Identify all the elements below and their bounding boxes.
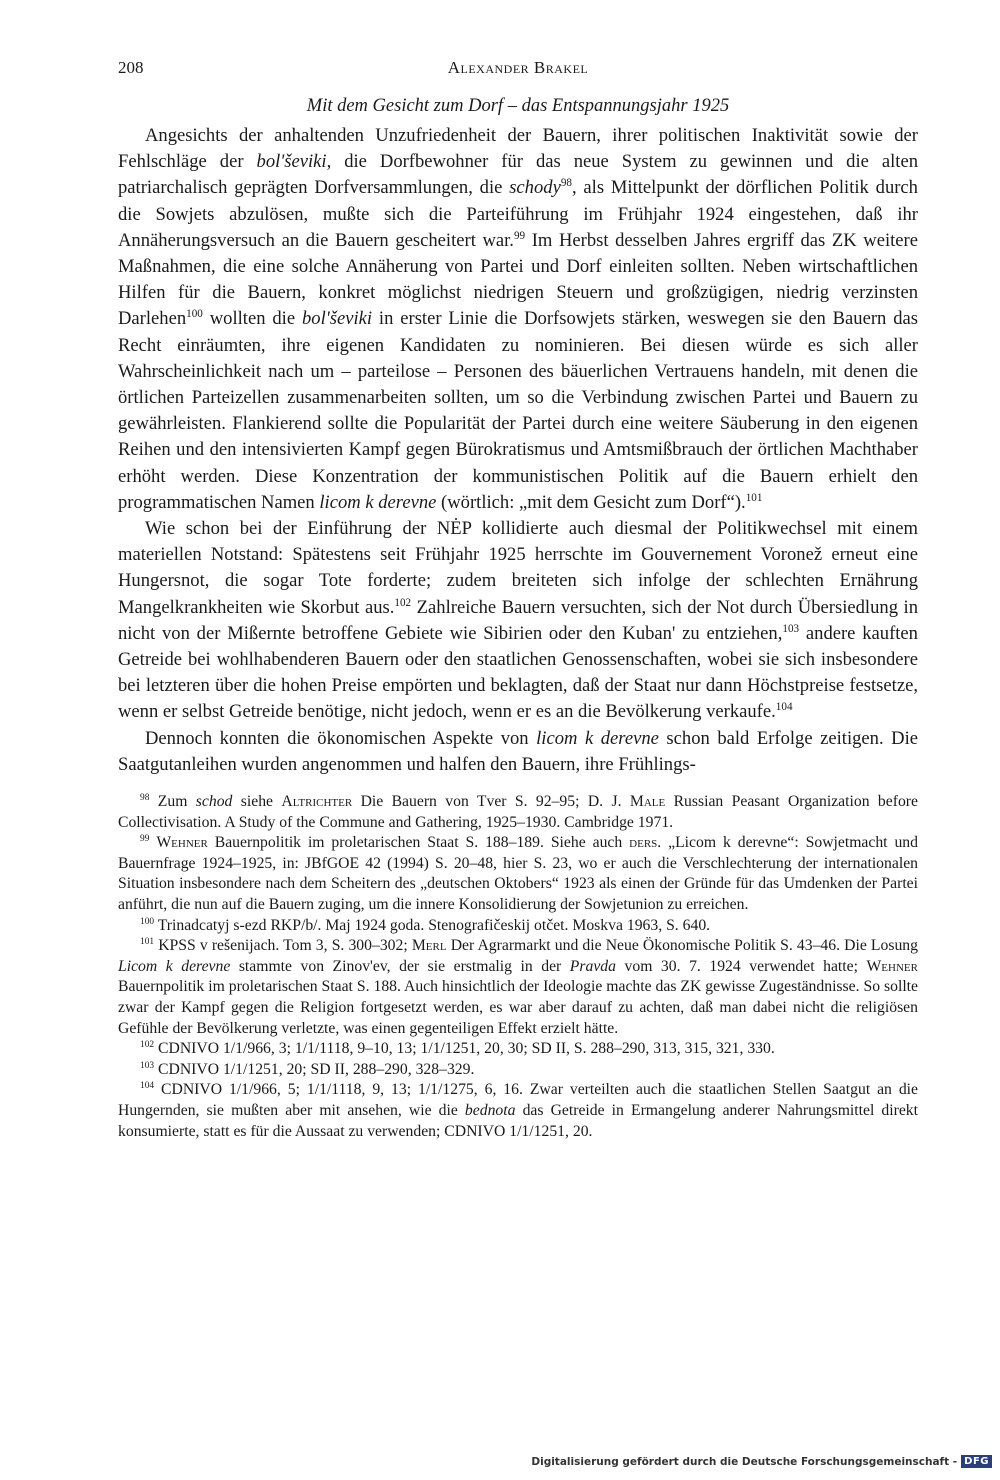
footnote-ref[interactable]: 101 bbox=[745, 491, 763, 504]
footnote-ref[interactable]: 103 bbox=[782, 622, 800, 635]
body-text bbox=[118, 123, 918, 778]
digitization-credit bbox=[531, 1455, 992, 1468]
dfg-logo: DFG bbox=[961, 1455, 992, 1468]
footnote-ref[interactable]: 100 bbox=[186, 308, 203, 321]
footnote-99: $^{99}$ Wehner Bauernpolitik im proletarischen Staat S. 188–189. Siehe auch ders. „Licom k derevne“: Sowjetmacht und Bauernfrage 1924–1925, in: JBfGOE 42 (1994) S. 20–48, hier S. 23, wo er auch die Verschlechterung der internationalen Situation insbesondere nach dem Scheitern des „deutschen Oktobers“ 1923 als einen der Gründe für das Umdenken der Partei anführt, die nun auf die Bauern zuging, um die innere Konsolidierung der Sowjetunion zu erreichen. bbox=[118, 834, 918, 914]
footnote-102: $^{102}$ CDNIVO 1/1/966, 3; 1/1/1118, 9–10, 13; 1/1/1251, 20, 30; SD II, S. 288–290, 313, 315, 321, 330. bbox=[140, 1039, 775, 1058]
footnote-104: $^{104}$ CDNIVO 1/1/966, 5; 1/1/1118, 9, 13; 1/1/1275, 6, 16. Zwar verteilten auch die staatlichen Stellen Saatgut an die Hungernden, sie mußten aber mit ansehen, wie die bednota das Getreide in Ermangelung anderer Nahrungsmittel direkt konsumierte, statt es für die Aussaat zu verwenden; CDNIVO 1/1/1251, 20. bbox=[118, 1081, 919, 1140]
footnote-98: $^{98}$ Zum schod siehe Altrichter Die Bauern von Tver S. 92–95; D. J. Male Russian Peasant Organization before Collectivisation. A Study of the Commune and Gathering, 1925–1930. Cambridge 1971. bbox=[118, 792, 918, 831]
digitization-credit-text: Digitalisierung gefördert durch die Deutsche Forschungsgemeinschaft - bbox=[531, 1455, 958, 1468]
paragraph-1: Angesichts der anhaltenden Unzufriedenheit der Bauern, ihrer politischen Inaktivität sowie der Fehlschläge der bol'ševiki, die Dorfbewohner für das neue System zu gewinnen und die alten patriarchalisch geprägten Dorfversammlungen, die schody$^{98}$, als Mittelpunkt der dörflichen Politik durch die Sowjets abzulösen, mußte sich die Parteiführung im Frühjahr 1924 eingestehen, daß ihr Annäherungsversuch an die Bauern gescheitert war.$^{99}$ Im Herbst desselben Jahres ergriff das ZK weitere Maßnahmen, die eine solche Annäherung von Partei und Dorf einleiten sollten. Neben wirtschaftlichen Hilfen für die Bauern, konkret möglichst niedrigen Steuern und großzügigen, niedrig verzinsten Darlehen$^{100}$ wollten die bol'ševiki in erster Linie die Dorfsowjets stärken, weswegen sie den Bauern das Recht einräumten, ihre eigenen Kandidaten zu nominieren. Bei diesen würde es sich aller Wahrscheinlichkeit nach um – parteilose – Personen des bäuerlichen Vertrauens handeln, mit denen die örtlichen Parteizellen zusammenarbeiten sollten, um so die Verbindung zwischen Partei und Bauern zu gewährleisten. Flankierend sollte die Popularität der Partei durch eine weitere Säuberung in den eigenen Reihen und den intensivierten Kampf gegen Bürokratismus und Amtsmißbrauch der örtlichen Machthaber erhöht werden. Diese Konzentration der kommunistischen Politik auf die Bauern erhielt den programmatischen Namen licom k derevne (wörtlich: „mit dem Gesicht zum Dorf“).$^{101}$ bbox=[118, 125, 918, 513]
page-header bbox=[118, 58, 918, 88]
running-title: Alexander Brakel bbox=[447, 58, 589, 77]
footnote-ref[interactable]: 99 bbox=[513, 229, 526, 242]
footnote-101: $^{101}$ KPSS v rešenijach. Tom 3, S. 300–302; Merl Der Agrarmarkt und die Neue Ökonomische Politik S. 43–46. Die Losung Licom k derevne stammte von Zinov'ev, der sie erstmalig in der Pravda vom 30. 7. 1924 verwendet hatte; Wehner Bauernpolitik im proletarischen Staat S. 188. Auch hinsichtlich der Ideologie machte das ZK gewisse Zugeständnisse. So sollte zwar der Kampf gegen die Religion fortgesetzt werden, es war aber darauf zu achten, daß man dabei nicht die religiösen Gefühle der Bevölkerung verletzte, was einen gegenteiligen Effekt erzielt hätte. bbox=[118, 937, 918, 1037]
section-title: Mit dem Gesicht zum Dorf – das Entspannungsjahr 1925 bbox=[306, 96, 730, 116]
footnote-ref[interactable]: 98 bbox=[560, 177, 572, 190]
footnotes bbox=[118, 792, 918, 1142]
page-number: 208 bbox=[118, 58, 144, 77]
footnote-103: $^{103}$ CDNIVO 1/1/1251, 20; SD II, 288–290, 328–329. bbox=[140, 1060, 475, 1078]
footnote-ref[interactable]: 104 bbox=[775, 701, 793, 714]
footnote-ref[interactable]: 102 bbox=[394, 596, 412, 609]
document-page bbox=[118, 58, 918, 1142]
paragraph-2: Wie schon bei der Einführung der NĖP kollidierte auch diesmal der Politikwechsel mit einem materiellen Notstand: Spätestens seit Frühjahr 1925 herrschte im Gouvernement Voronež erneut eine Hungersnot, die sogar Tote forderte; zudem breiteten sich infolge der schlechten Ernährung Mangelkrankheiten wie Skorbut aus.$^{102}$ Zahlreiche Bauern versuchten, sich der Not durch Übersiedlung in nicht von der Mißernte betroffene Gebiete wie Sibirien oder den Kuban' zu entziehen,$^{103}$ andere kauften Getreide bei wohlhabenderen Bauern oder den staatlichen Genossenschaften, wobei sie sich insbesondere bei letzteren über die hohen Preise empörten und beklagten, daß der Staat nur dann Höchstpreise festsetze, wenn er selbst Getreide benötige, nicht jedoch, wenn er es an die Bevölkerung verkaufe.$^{104}$ bbox=[118, 518, 918, 723]
footnote-100: $^{100}$ Trinadcatyj s-ezd RKP/b/. Maj 1924 goda. Stenografičeskij otčet. Moskva 1963, S. 640. bbox=[140, 916, 711, 934]
paragraph-3: Dennoch konnten die ökonomischen Aspekte von licom k derevne schon bald Erfolge zeitigen. Die Saatgutanleihen wurden angenommen und halfen den Bauern, ihre Frühlings- bbox=[118, 727, 918, 775]
